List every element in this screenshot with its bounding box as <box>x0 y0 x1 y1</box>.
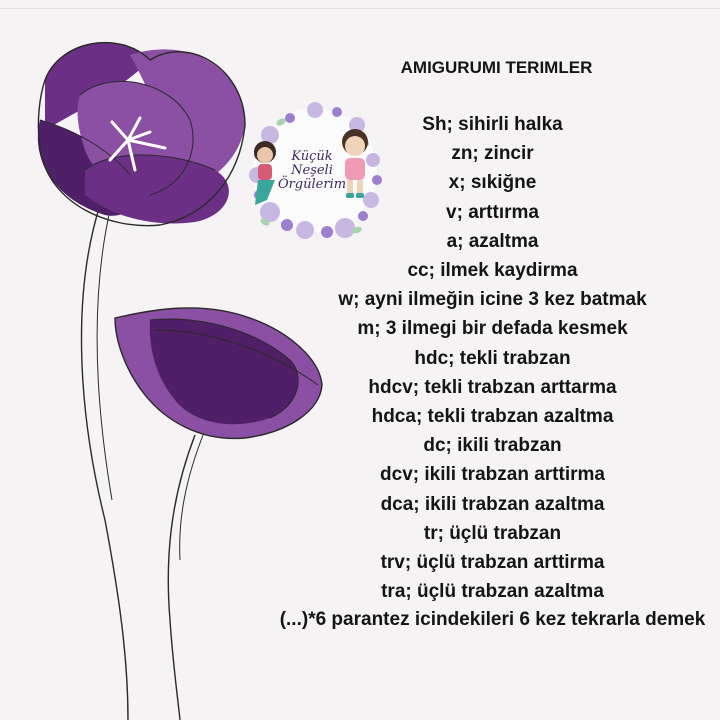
term-item: hdc; tekli trabzan <box>414 347 571 369</box>
term-item: v; arttırma <box>446 201 539 223</box>
term-item: Sh; sihirli halka <box>422 114 563 135</box>
term-item: a; azaltma <box>446 230 539 252</box>
upper-stem <box>81 205 128 720</box>
logo-line: Örgülerim <box>277 177 347 192</box>
term-item: dcv; ikili trabzan arttirma <box>380 464 605 486</box>
page-title: AMIGURUMI TERIMLER <box>400 58 593 77</box>
term-item: x; sıkiğne <box>448 172 537 194</box>
term-item: dc; ikili trabzan <box>423 435 562 457</box>
term-item: hdca; tekli trabzan azaltma <box>371 406 614 428</box>
term-item: w; ayni ilmeğin icine 3 kez batmak <box>338 289 647 311</box>
term-item: trv; üçlü trabzan arttirma <box>380 552 605 574</box>
upper-flower <box>38 43 245 226</box>
upper-stem-inner <box>97 210 112 500</box>
logo-line: Neşeli <box>291 163 333 178</box>
lower-stem <box>168 435 195 720</box>
term-item: m; 3 ilmegi bir defada kesmek <box>357 318 628 340</box>
term-item: (...)*6 parantez icindekileri 6 kez tekrarla demek <box>279 609 706 631</box>
term-item: hdcv; tekli trabzan arttarma <box>368 376 617 398</box>
term-item: tr; üçlü trabzan <box>423 522 562 544</box>
term-item: zn; zincir <box>451 143 534 165</box>
logo-line: Küçük <box>291 149 333 164</box>
terms-list <box>270 58 715 633</box>
term-item: cc; ilmek kaydirma <box>407 260 578 282</box>
term-item: tra; üçlü trabzan azaltma <box>381 581 604 603</box>
lower-stem-inner <box>180 430 205 560</box>
term-item: dca; ikili trabzan azaltma <box>380 493 605 515</box>
